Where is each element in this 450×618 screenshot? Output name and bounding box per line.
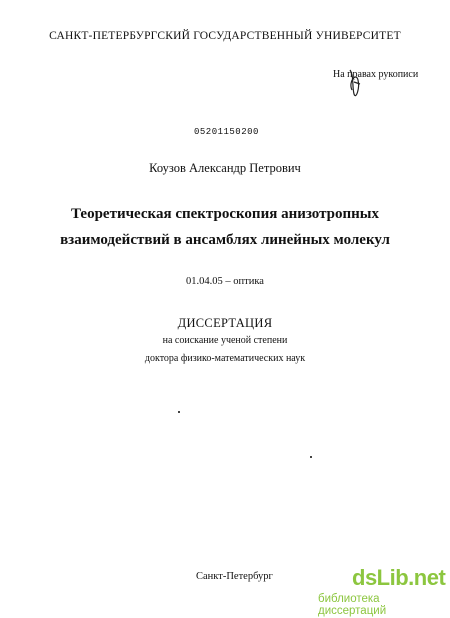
signature-mark xyxy=(330,60,400,105)
watermark-logo: dsLib.net xyxy=(352,565,446,590)
scan-speck xyxy=(310,456,312,458)
scan-speck xyxy=(178,411,180,413)
city-name: Санкт-Петербург xyxy=(196,571,273,582)
title-line-2: взаимодействий в ансамблях линейных молекул xyxy=(60,232,390,248)
degree-name: доктора физико-математических наук xyxy=(144,353,306,364)
university-name: САНКТ-ПЕТЕРБУРГСКИЙ ГОСУДАРСТВЕННЫЙ УНИВЕРСИТЕТ xyxy=(49,30,401,42)
document-type: ДИССЕРТАЦИЯ xyxy=(177,316,273,330)
manuscript-note: На правах рукописи xyxy=(333,69,419,80)
watermark-subtitle: библиотека диссертаций xyxy=(318,593,387,617)
degree-seeking: на соискание ученой степени xyxy=(162,335,288,346)
author-name: Коузов Александр Петрович xyxy=(149,161,301,175)
specialty-code: 01.04.05 – оптика xyxy=(186,276,264,287)
title-line-1: Теоретическая спектроскопия анизотропных xyxy=(70,206,379,222)
barcode-number: 05201150200 xyxy=(194,127,259,137)
dslib-watermark xyxy=(318,565,448,615)
